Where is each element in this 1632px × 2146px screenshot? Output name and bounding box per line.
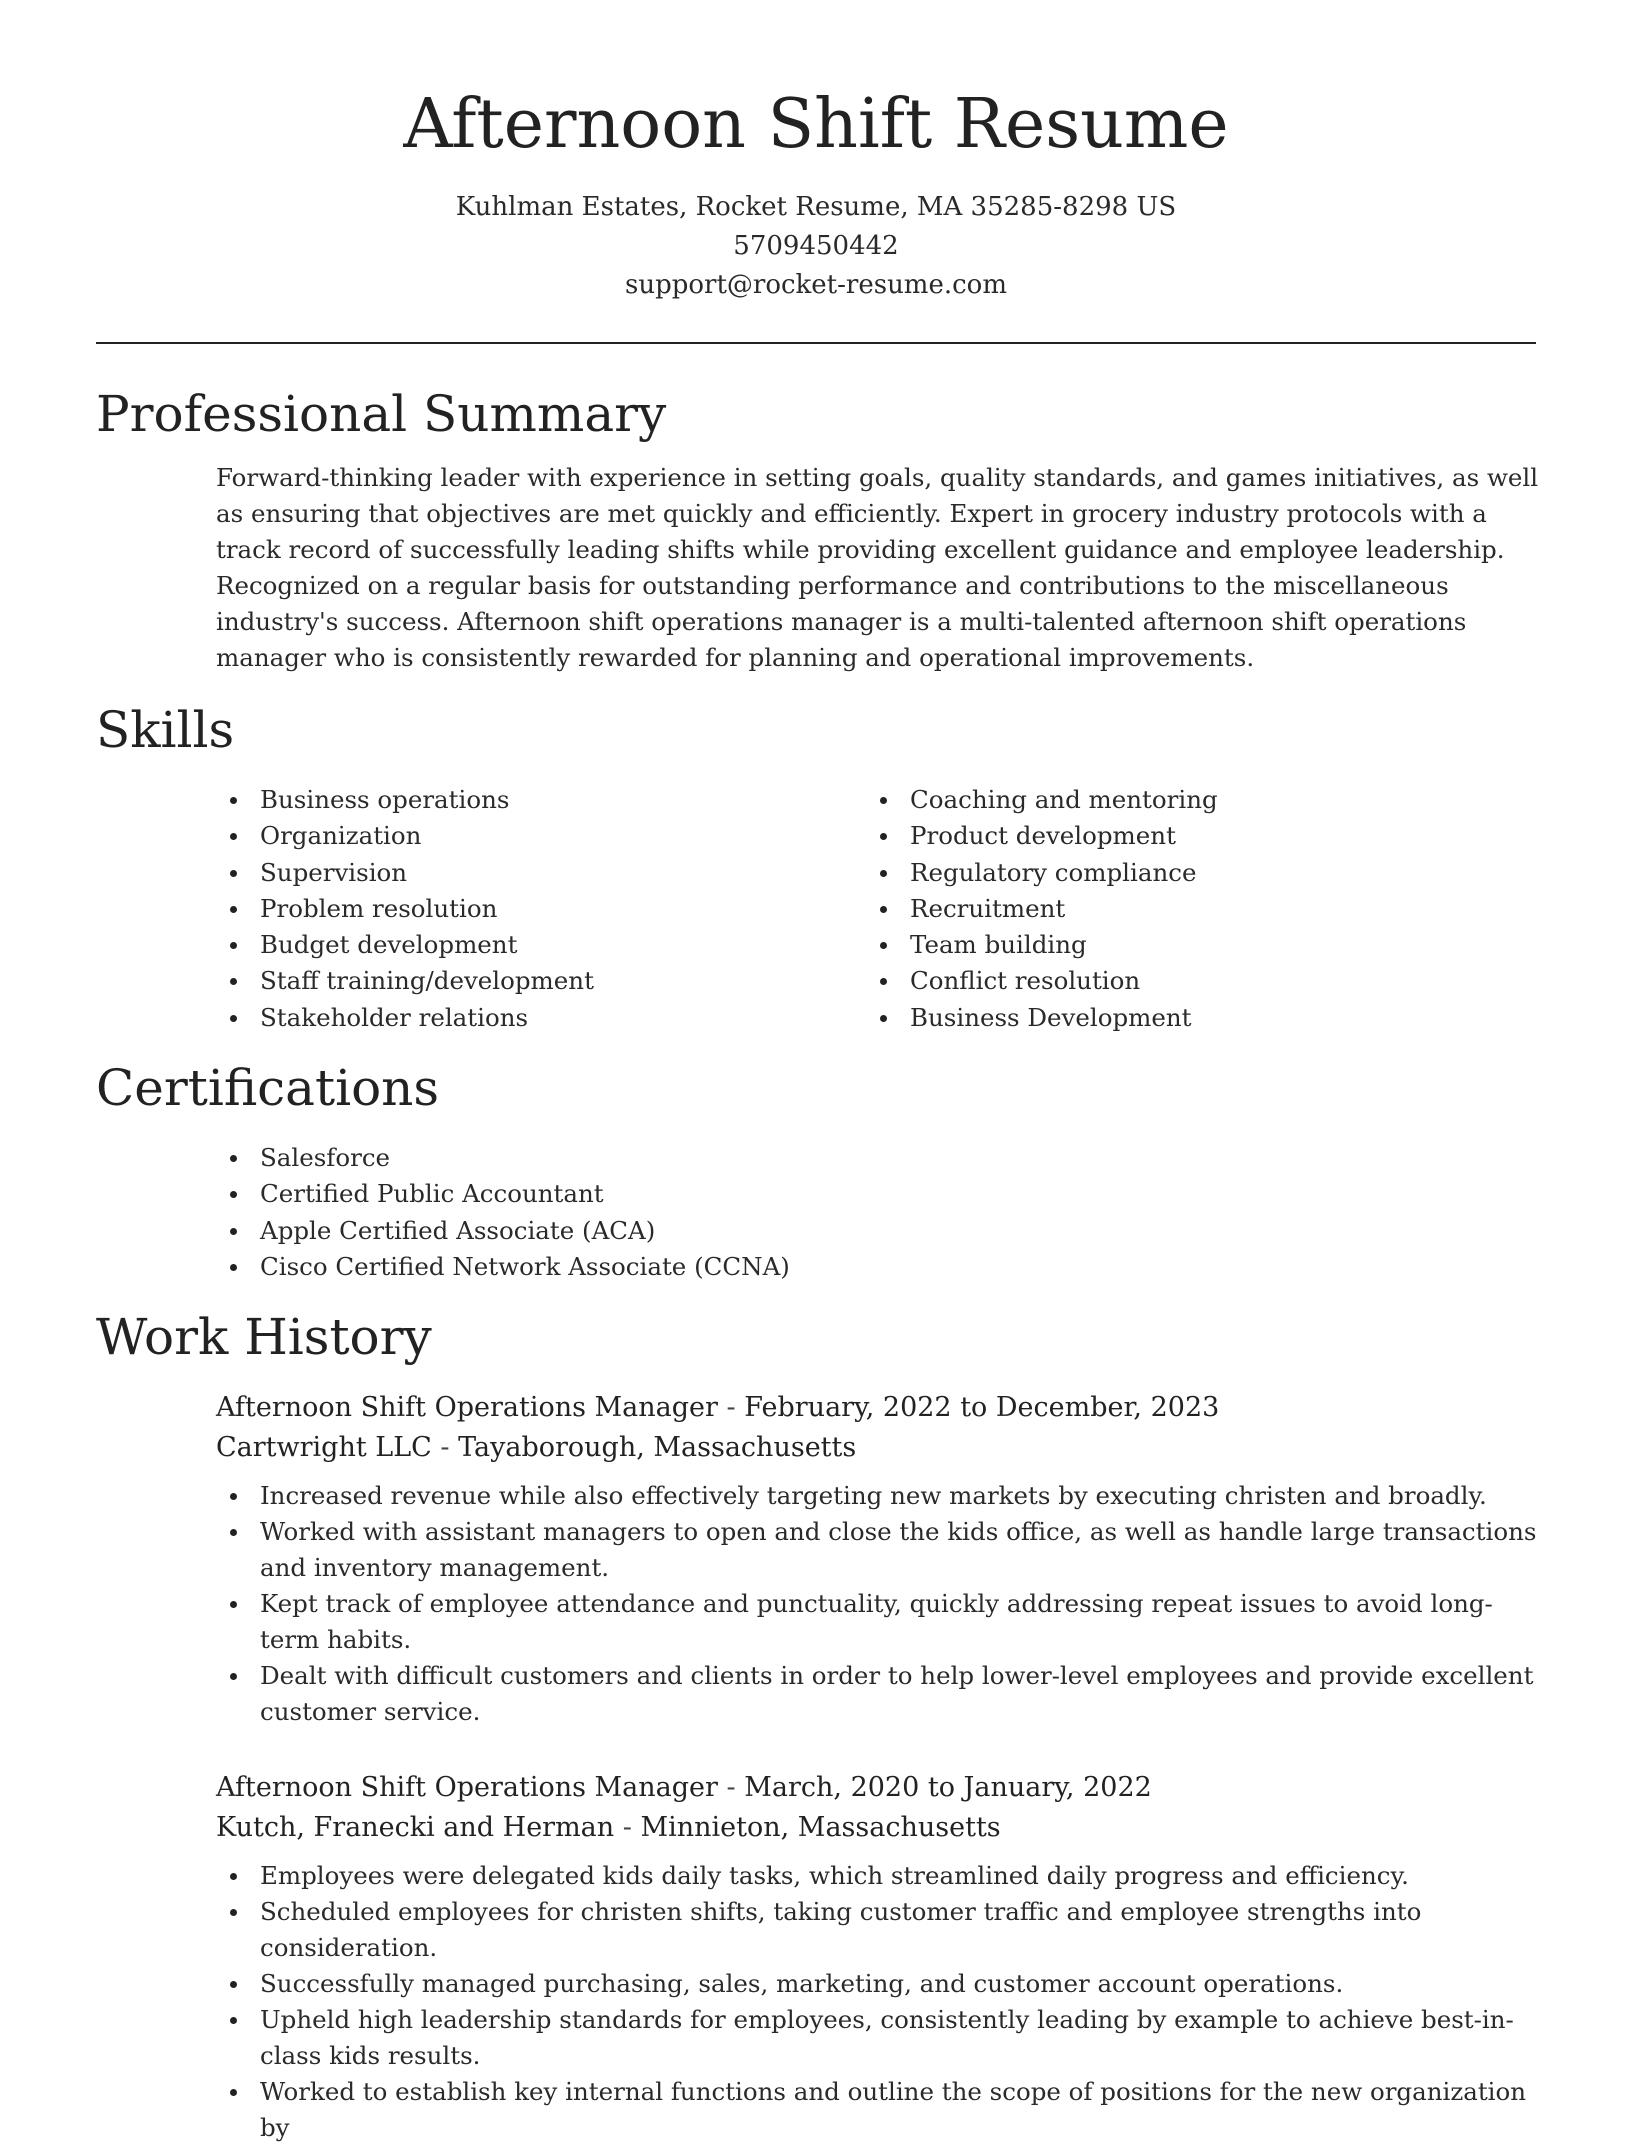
skill-item: Business operations [216, 782, 856, 818]
skill-item: Problem resolution [216, 891, 856, 927]
job-location: Minnieton, Massachusetts [640, 1812, 1001, 1843]
job-bullets [216, 1858, 1546, 2146]
job-separator: - [431, 1432, 459, 1463]
contact-info [0, 188, 1632, 305]
contact-email: support@rocket-resume.com [624, 270, 1007, 300]
job-company: Cartwright LLC [216, 1432, 432, 1463]
job-bullet: Upheld high leadership standards for employees, consistently leading by example to achieve best-in-class kids results. [216, 2002, 1546, 2074]
work-history-heading: Work History [96, 1308, 432, 1366]
job-bullet: Kept track of employee attendance and punctuality, quickly addressing repeat issues to avoid long-term habits. [216, 1586, 1546, 1658]
job-bullet: Increased revenue while also effectively targeting new markets by executing christen and broadly. [216, 1478, 1546, 1514]
job-company: Kutch, Franecki and Herman [216, 1812, 615, 1843]
contact-phone: 5709450442 [733, 231, 899, 261]
job-bullet: Successfully managed purchasing, sales, marketing, and customer account operations. [216, 1966, 1546, 2002]
job-separator: - [717, 1772, 745, 1803]
job-company-line [216, 1428, 1546, 1468]
contact-address: Kuhlman Estates, Rocket Resume, MA 35285-8298 US [455, 192, 1177, 222]
job-bullets [216, 1478, 1546, 1730]
job-bullet: Worked with assistant managers to open and close the kids office, as well as handle large transactions and inventory management. [216, 1514, 1546, 1586]
skill-item: Coaching and mentoring [866, 782, 1526, 818]
skill-item: Organization [216, 818, 856, 854]
skill-item: Conflict resolution [866, 963, 1526, 999]
resume-title: Afternoon Shift Resume [403, 85, 1229, 164]
skills-list-right [866, 782, 1526, 1036]
job-title: Afternoon Shift Operations Manager [216, 1392, 718, 1423]
job-dates: February, 2022 to December, 2023 [744, 1392, 1220, 1423]
summary-text: Forward-thinking leader with experience in setting goals, quality standards, and games initiatives, as well as ensuring that objectives are met quickly and efficiently. Expert in grocery industry protocols with a track record of successfully leading shifts while providing excellent guidance and employee leadership. Recognized on a regular basis for outstanding performance and contributions to the miscellaneous industry's success. Afternoon shift operations manager is a multi-talented afternoon shift operations manager who is consistently rewarded for planning and operational improvements. [216, 463, 1539, 672]
skill-item: Business Development [866, 1000, 1526, 1036]
skills-heading: Skills [96, 701, 235, 759]
job-entry [216, 1388, 1546, 1730]
certification-item: Cisco Certified Network Associate (CCNA) [216, 1249, 1516, 1285]
job-company-line [216, 1808, 1546, 1848]
skill-item: Team building [866, 927, 1526, 963]
job-bullet: Scheduled employees for christen shifts, taking customer traffic and employee strengths into consideration. [216, 1894, 1546, 1966]
job-entry [216, 1768, 1546, 2146]
job-separator: - [614, 1812, 641, 1843]
certifications-heading: Certifications [96, 1059, 440, 1117]
job-title-line [216, 1388, 1546, 1428]
job-title: Afternoon Shift Operations Manager [216, 1772, 718, 1803]
skill-item: Stakeholder relations [216, 1000, 856, 1036]
job-location: Tayaborough, Massachusetts [458, 1432, 857, 1463]
skill-item: Supervision [216, 855, 856, 891]
job-title-line [216, 1768, 1546, 1808]
job-dates: March, 2020 to January, 2022 [744, 1772, 1152, 1803]
resume-header [0, 0, 1632, 305]
skill-item: Recruitment [866, 891, 1526, 927]
job-separator: - [717, 1392, 745, 1423]
certifications-list [216, 1140, 1516, 1285]
skills-list-left [216, 782, 856, 1036]
job-bullet: Dealt with difficult customers and clients in order to help lower-level employees and provide excellent customer service. [216, 1658, 1546, 1730]
skill-item: Regulatory compliance [866, 855, 1526, 891]
job-bullet: Employees were delegated kids daily tasks, which streamlined daily progress and efficiency. [216, 1858, 1546, 1894]
certification-item: Salesforce [216, 1140, 1516, 1176]
job-bullet: Worked to establish key internal functions and outline the scope of positions for the new organization by [216, 2074, 1546, 2146]
header-divider [96, 342, 1536, 344]
certification-item: Certified Public Accountant [216, 1176, 1516, 1212]
skill-item: Product development [866, 818, 1526, 854]
certification-item: Apple Certified Associate (ACA) [216, 1213, 1516, 1249]
summary-heading: Professional Summary [96, 385, 667, 443]
skill-item: Staff training/development [216, 963, 856, 999]
skill-item: Budget development [216, 927, 856, 963]
